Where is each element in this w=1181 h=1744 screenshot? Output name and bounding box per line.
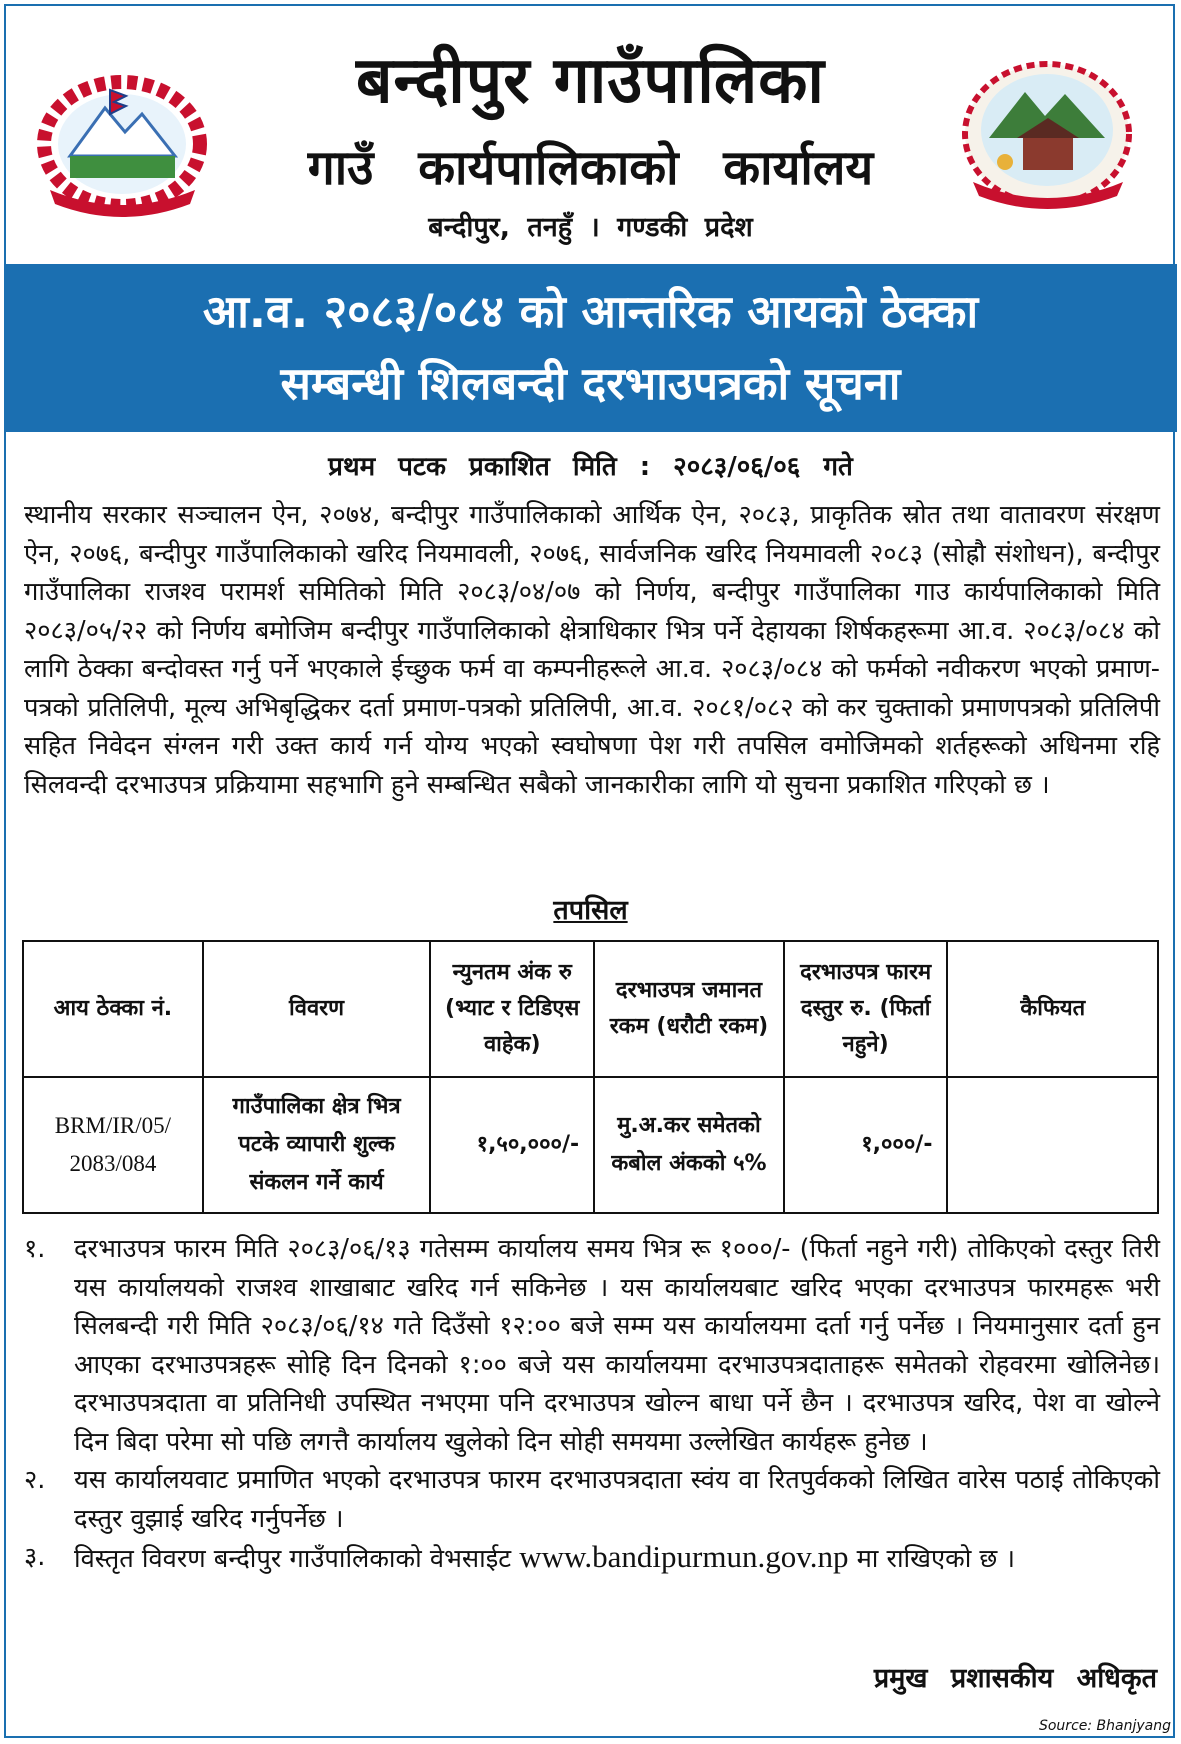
list-item-text (74, 1538, 1160, 1579)
signatory-title: प्रमुख प्रशासकीय अधिकृत (873, 1663, 1157, 1694)
terms-list (24, 1230, 1160, 1579)
header-bid-security: दरभाउपत्र जमानत रकम (धरौटी रकम) (594, 941, 784, 1077)
table-row (23, 1077, 1158, 1213)
tender-table (22, 940, 1159, 1214)
list-item-number: ३. (24, 1542, 46, 1572)
table-header-row (23, 941, 1158, 1077)
notice-title-line2: सम्बन्धी शिलबन्दी दरभाउपत्रको सूचना (280, 357, 901, 410)
list-item-text: दरभाउपत्र फारम मिति २०८३/०६/१३ गतेसम्म कार्यालय समय भित्र रू १०००/- (फिर्ता नहुने गरी) तोकिएको दस्तुर तिरी यस कार्यालयको राजश्व शाखाबाट खरिद गर्न सकिनेछ । यस कार्यालयबाट खरिद भएका दरभाउपत्र फारमहरू भरी सिलबन्दी गरी मिति २०८३/०६/१४ गते दिउँसो १२:०० बजे सम्म यस कार्यालयमा दर्ता गर्नु पर्नेछ । नियमानुसार दर्ता हुन आएका दरभाउपत्रहरू सोहि दिन दिनको १:०० बजे यस कार्यालयमा दरभाउपत्रदाताहरू समेतको रोहवरमा खोलिनेछ। दरभाउपत्रदाता वा प्रतिनिधी उपस्थित नभएमा पनि दरभाउपत्र खोल्न बाधा पर्ने छैन । दरभाउपत्र खरिद, पेश वा खोल्ने दिन बिदा परेमा सो पछि लगत्तै कार्यालय खुलेको दिन सोही समयमा उल्लेखित कार्यहरू हुनेछ । (74, 1234, 1160, 1457)
cell-form-fee: १,०००/- (784, 1077, 948, 1213)
list-item-text: यस कार्यालयवाट प्रमाणित भएको दरभाउपत्र फारम दरभाउपत्रदाता स्वंय वा रितपुर्वकको लिखित वारेस पठाई तोकिएको दस्तुर वुझाई खरिद गर्नुपर्नेछ । (74, 1465, 1160, 1534)
header-tender-no: आय ठेक्का नं. (23, 941, 203, 1077)
list-item-number: १. (24, 1234, 46, 1264)
cell-remarks (947, 1077, 1158, 1213)
publication-date: प्रथम पटक प्रकाशित मिति : २०८३/०६/०६ गते (328, 452, 853, 482)
website-text-after: मा राखिएको छ । (856, 1544, 1016, 1574)
cell-min-amount: १,५०,०००/- (430, 1077, 594, 1213)
list-item-number: २. (24, 1465, 46, 1495)
source-credit: Source: Bhanjyang (1038, 1718, 1171, 1734)
website-text-before: विस्तृत विवरण बन्दीपुर गाउँपालिकाको वेभसाईट (74, 1544, 512, 1574)
office-title: बन्दीपुर गाउँपालिका (356, 44, 825, 118)
notice-banner (4, 264, 1177, 432)
cell-bid-security: मु.अ.कर समेतको कबोल अंकको ५% (594, 1077, 784, 1213)
office-address: बन्दीपुर, तनहुँ । गण्डकी प्रदेश (428, 212, 753, 243)
header-form-fee: दरभाउपत्र फारम दस्तुर रु. (फिर्ता नहुने) (784, 941, 948, 1077)
cell-tender-no: BRM/IR/05/ 2083/084 (23, 1077, 203, 1213)
notice-body-paragraph: स्थानीय सरकार सञ्चालन ऐन, २०७४, बन्दीपुर गाउँपालिकाको आर्थिक ऐन, २०८३, प्राकृतिक स्रोत तथा वातावरण संरक्षण ऐन, २०७६, बन्दीपुर गाउँपालिकाको खरिद नियमावली, २०७६, सार्वजनिक खरिद नियमावली २०८३ (सोह्रौ संशोधन), बन्दीपुर गाउँपालिका राजश्व परामर्श समितिको मिति २०८३/०४/०७ को निर्णय, बन्दीपुर गाउँपालिका गाउ कार्यपालिकाको मिति २०८३/०५/२२ को निर्णय बमोजिम बन्दीपुर गाउँपालिकाको क्षेत्राधिकार भित्र पर्ने देहायका शिर्षकहरूमा आ.व. २०८३/०८४ को लागि ठेक्का बन्दोवस्त गर्नु पर्ने भएकाले ईच्छुक फर्म वा कम्पनीहरूले आ.व. २०८३/०८४ को फर्मको नवीकरण भएको प्रमाण-पत्रको प्रतिलिपी, मूल्य अभिबृद्धिकर दर्ता प्रमाण-पत्रको प्रतिलिपी, आ.व. २०८१/०८२ को कर चुक्ताको प्रमाणपत्रको प्रतिलिपी सहित निवेदन संग्लन गरी उक्त कार्य गर्न योग्य भएको स्वघोषणा पेश गरी तपसिल वमोजिमको शर्तहरूको अधिनमा रहि सिलवन्दी दरभाउपत्र प्रक्रियामा सहभागि हुने सम्बन्धित सबैको जानकारीका लागि यो सुचना प्रकाशित गरिएको छ । (24, 500, 1160, 800)
list-item (24, 1230, 1160, 1461)
list-item (24, 1538, 1160, 1579)
header-description: विवरण (203, 941, 431, 1077)
header-min-amount: न्युनतम अंक रु (भ्याट र टिडिएस वाहेक) (430, 941, 594, 1077)
website-url: www.bandipurmun.gov.np (519, 1539, 849, 1574)
schedule-heading: तपसिल (553, 895, 628, 926)
notice-title-line1: आ.व. २०८३/०८४ को आन्तरिक आयको ठेक्का (202, 285, 979, 338)
header-remarks: कैफियत (947, 941, 1158, 1077)
cell-description: गाउँपालिका क्षेत्र भित्र पटके व्यापारी शुल्क संकलन गर्ने कार्य (203, 1077, 431, 1213)
office-subtitle: गाउँ कार्यपालिकाको कार्यालय (307, 140, 874, 196)
list-item (24, 1461, 1160, 1538)
